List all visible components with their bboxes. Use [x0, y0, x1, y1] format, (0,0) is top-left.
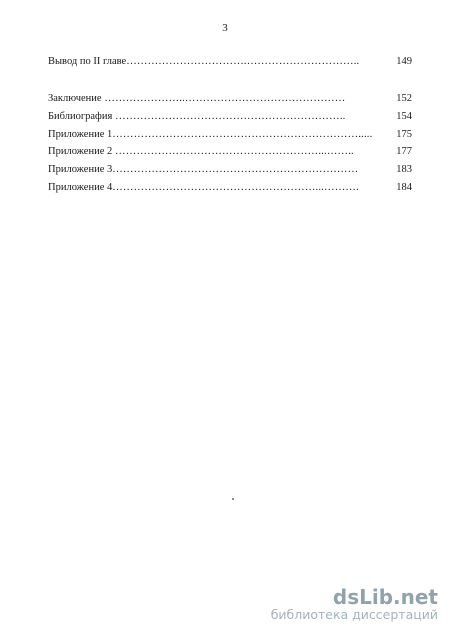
watermark	[271, 586, 438, 622]
toc-entry-label: Вывод по II главе	[48, 56, 127, 67]
toc-entry-page: 184	[396, 182, 412, 193]
toc-entry-page: 154	[396, 111, 412, 122]
toc-entry-page: 183	[396, 164, 412, 175]
toc-entry-label: Приложение 2	[48, 146, 113, 157]
toc-entry-appendix-2	[48, 146, 412, 158]
toc-entry-conclusion-ch2	[48, 56, 412, 68]
toc-entry-page: 177	[396, 146, 412, 157]
toc-entry-leader: ………………………………………………………..	[112, 111, 346, 122]
toc-entry-appendix-4	[48, 182, 412, 194]
toc-entry-label: Приложение 3	[48, 164, 113, 175]
toc-entry-conclusion	[48, 93, 412, 105]
watermark-subtitle: библиотека диссертаций	[270, 607, 438, 622]
toc-entry-leader: …………………………….…………………………..	[126, 56, 360, 67]
scan-speck	[232, 498, 234, 500]
toc-entry-label: Приложение 4	[48, 182, 113, 193]
toc-entry-appendix-1	[48, 129, 412, 141]
toc-entry-leader: ……………………………………………………………	[112, 164, 359, 175]
toc-entry-page: 152	[396, 93, 412, 104]
toc-entry-page: 175	[396, 129, 412, 140]
toc-entry-appendix-3	[48, 164, 412, 176]
watermark-logo: dsLib.net	[332, 585, 438, 609]
toc-entry-page: 149	[396, 56, 412, 67]
toc-entry-leader: …………………………………………………...……….	[112, 182, 359, 193]
toc-entry-leader: …………………………………………………………….....	[112, 129, 373, 140]
toc-entry-leader: …………………………………………………...……..	[112, 146, 354, 157]
page-number: 3	[222, 22, 228, 34]
toc-entry-label: Библиография	[48, 111, 113, 122]
toc-entry-bibliography	[48, 111, 412, 123]
toc-entry-label: Заключение	[48, 93, 102, 104]
toc-entry-label: Приложение 1	[48, 129, 113, 140]
toc-entry-leader: …………………..………………………………………	[101, 93, 346, 104]
